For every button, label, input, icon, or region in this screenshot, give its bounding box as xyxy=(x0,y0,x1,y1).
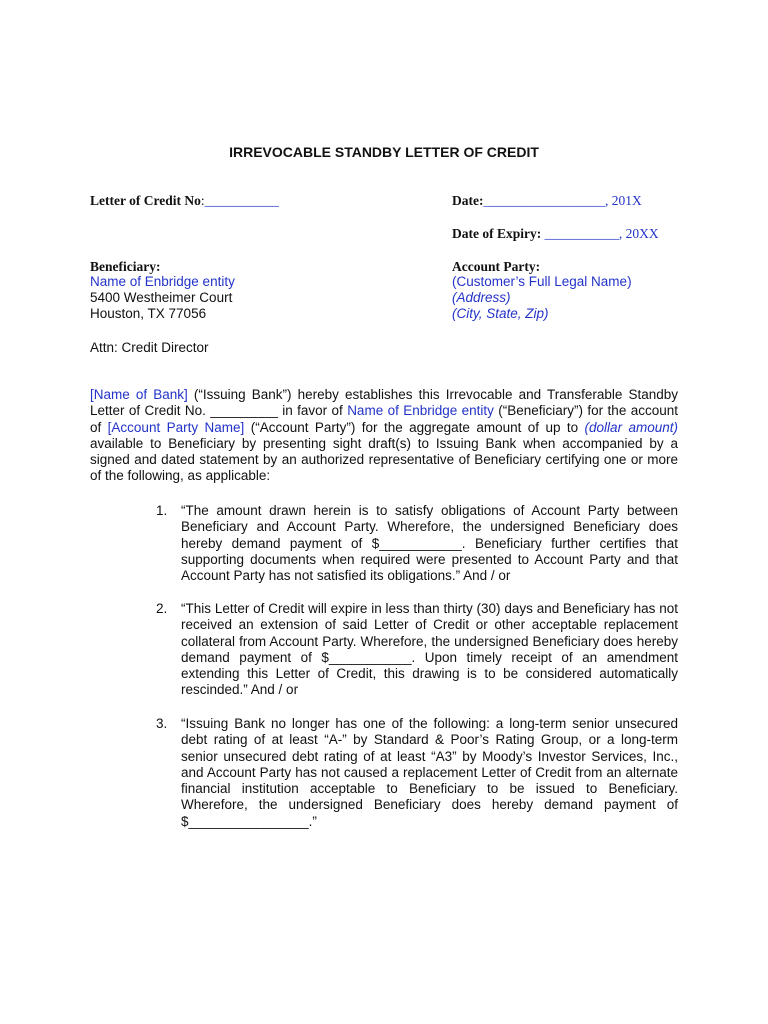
list-item: “Issuing Bank no longer has one of the following: a long-term senior unsecured debt rating of at least “A-” by Standard & Poor’s Rating Group, or a long-term senior unsecured debt rating of at least “A3” by Moody’s Investor Services, Inc., and Account Party has not caused a replacement Letter of Credit from an alternate financial institution acceptable to Beneficiary to be issued to Beneficiary. Wherefore, the undersigned Beneficiary does hereby demand payment of $________________.” xyxy=(181,716,678,829)
document-title: IRREVOCABLE STANDBY LETTER OF CREDIT xyxy=(229,144,539,160)
expiry-blank: ___________ xyxy=(541,226,619,241)
expiry-year: , 20XX xyxy=(618,226,659,241)
beneficiary-label: Beneficiary: xyxy=(90,259,161,274)
beneficiary-address-line1: 5400 Westheimer Court xyxy=(90,290,233,305)
beneficiary-address-line2: Houston, TX 77056 xyxy=(90,306,207,321)
expiry-label: Date of Expiry: xyxy=(452,226,542,241)
list-item: “The amount drawn herein is to satisfy obligations of Account Party between Beneficiary and Account Party. Wherefore, the undersigned Beneficiary does hereby demand payment of $___________. Beneficiary further certifies that supporting documents when required were presented to Account Party and that Account Party has not satisfied its obligations.” And / or xyxy=(181,503,678,584)
bank-name: [Name of Bank] xyxy=(90,387,188,402)
intro-text-4: available to Beneficiary by presenting sight draft(s) to Issuing Bank when accompanied by a signed and dated statement by an authorized representative of Beneficiary certifying one or more of the following, as applicable: xyxy=(90,435,678,484)
enbridge-entity-name: Name of Enbridge entity xyxy=(347,403,494,419)
date-blank: __________________ xyxy=(483,193,605,208)
attention-line: Attn: Credit Director xyxy=(90,340,209,355)
date-year: , 201X xyxy=(604,193,642,208)
intro-text-2: (“Beneficiary”) for the account of xyxy=(90,403,678,435)
dollar-amount-placeholder: (dollar amount) xyxy=(584,419,678,435)
loc-number-blank: ___________ xyxy=(204,193,279,208)
intro-text-3: (“Account Party”) for the aggregate amount of up to xyxy=(244,419,585,435)
expiry-field xyxy=(452,226,659,242)
account-party-name: (Customer’s Full Legal Name) xyxy=(452,274,632,289)
account-party-name-placeholder: [Account Party Name] xyxy=(107,419,245,435)
date-label: Date: xyxy=(452,193,484,208)
account-party-address: (Address) xyxy=(452,290,511,305)
account-party-city: (City, State, Zip) xyxy=(452,306,549,321)
item-number: 1. xyxy=(156,503,168,518)
item-number: 2. xyxy=(156,601,168,616)
intro-text-1: (“Issuing Bank”) hereby establishes this Irrevocable and Transferable Standby Letter of Credit No. _________ in favor of xyxy=(90,387,678,419)
intro-paragraph xyxy=(90,387,678,485)
list-item: “This Letter of Credit will expire in less than thirty (30) days and Beneficiary has not received an extension of said Letter of Credit or other acceptable replacement collateral from Account Party. Wherefore, the undersigned Beneficiary does hereby demand payment of $___________. Upon timely receipt of an amendment extending this Letter of Credit, this drawing is to be considered automatically rescinded.” And / or xyxy=(181,601,678,698)
item-number: 3. xyxy=(156,716,168,731)
loc-number-field xyxy=(90,193,279,209)
loc-number-colon: : xyxy=(200,193,205,208)
beneficiary-name: Name of Enbridge entity xyxy=(90,274,235,289)
loc-number-label: Letter of Credit No xyxy=(90,193,201,208)
date-field xyxy=(452,193,642,209)
account-party-label: Account Party: xyxy=(452,259,541,274)
